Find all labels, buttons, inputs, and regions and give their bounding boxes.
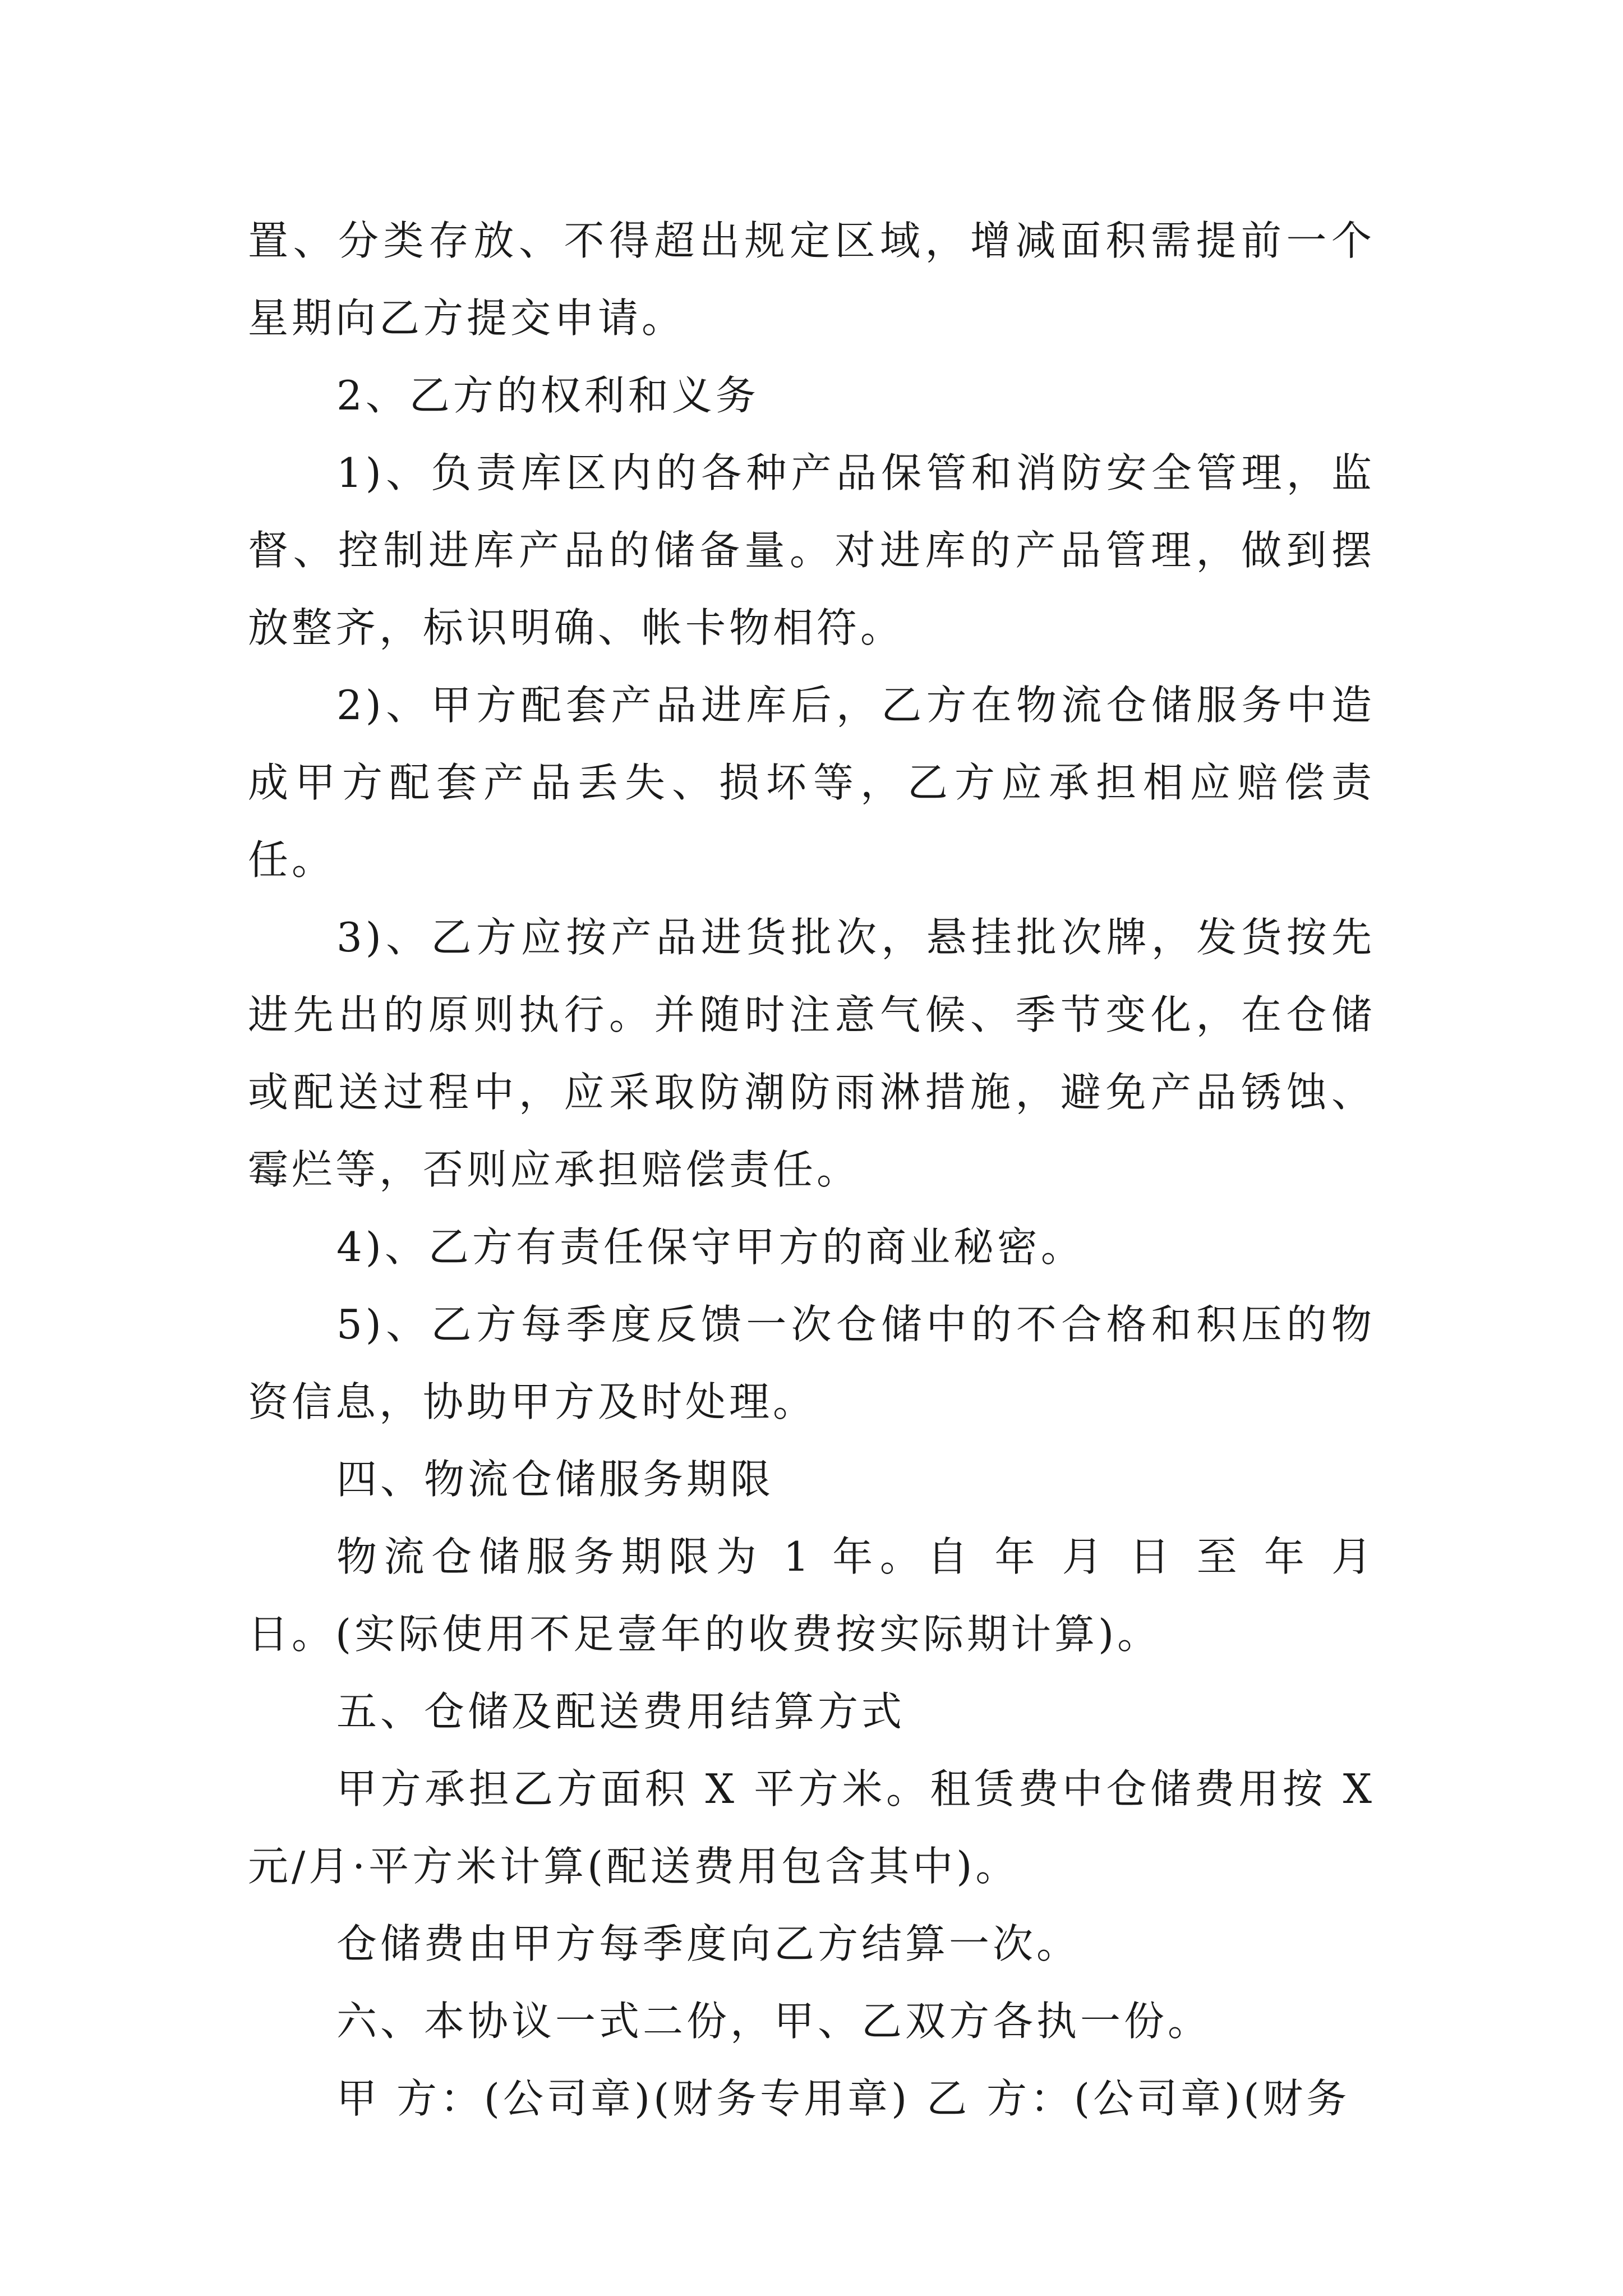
heading-party-b-rights: 2、乙方的权利和义务 bbox=[336, 372, 759, 419]
paragraph-fee-schedule: 仓储费由甲方每季度向乙方结算一次。 bbox=[336, 1920, 1081, 1967]
clause-b-2: 2)、甲方配套产品进库后，乙方在物流仓储服务中造成甲方配套产品丢失、损坏等，乙方应承担相应赔偿责任。 bbox=[248, 682, 1375, 884]
clause-b-1: 1)、负责库区内的各种产品保管和消防安全管理，监督、控制进库产品的储备量。对进库的产品管理，做到摆放整齐，标识明确、帐卡物相符。 bbox=[248, 449, 1375, 651]
heading-fee-settlement: 五、仓储及配送费用结算方式 bbox=[336, 1688, 906, 1735]
signature-line: 甲 方：(公司章)(财务专用章) 乙 方：(公司章)(财务 bbox=[336, 2075, 1350, 2122]
document-body bbox=[248, 202, 1375, 2137]
clause-b-3: 3)、乙方应按产品进货批次，悬挂批次牌，发货按先进先出的原则执行。并随时注意气候、季节变化，在仓储或配送过程中，应采取防潮防雨淋措施，避免产品锈蚀、霉烂等，否则应承担赔偿责任。 bbox=[248, 914, 1375, 1193]
paragraph-fee-rate: 甲方承担乙方面积 X 平方米。租赁费中仓储费用按 X 元/月·平方米计算(配送费用包含其中)。 bbox=[248, 1765, 1375, 1890]
clause-b-5: 5)、乙方每季度反馈一次仓储中的不合格和积压的物资信息，协助甲方及时处理。 bbox=[248, 1301, 1375, 1425]
paragraph-service-term: 物流仓储服务期限为 1 年。自 年 月 日 至 年 月 日。(实际使用不足壹年的收费按实际期计算)。 bbox=[248, 1533, 1375, 1658]
heading-service-term: 四、物流仓储服务期限 bbox=[336, 1456, 774, 1503]
clause-b-4: 4)、乙方有责任保守甲方的商业秘密。 bbox=[336, 1223, 1085, 1271]
heading-copies: 六、本协议一式二份，甲、乙双方各执一份。 bbox=[336, 1998, 1212, 2045]
paragraph-storage-rules: 置、分类存放、不得超出规定区域，增减面积需提前一个星期向乙方提交申请。 bbox=[248, 217, 1375, 342]
